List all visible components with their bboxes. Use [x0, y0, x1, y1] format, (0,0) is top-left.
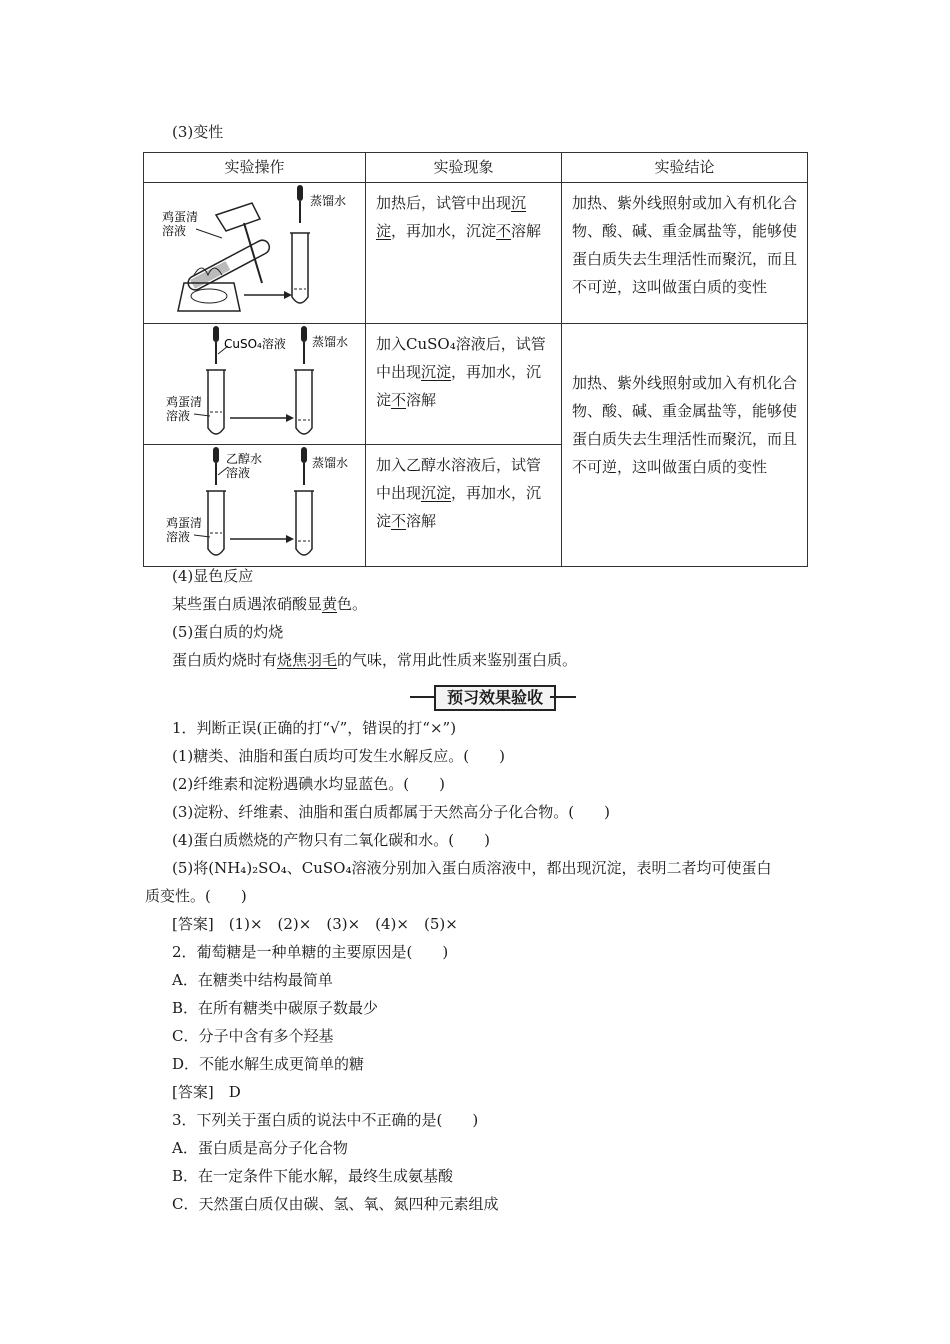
phenomenon-heating — [366, 183, 562, 324]
cuso4-test-diagram — [144, 324, 364, 444]
table-row-heating — [144, 183, 808, 324]
header-phenomenon: 实验现象 — [366, 153, 562, 183]
question-3-option-a: A．蛋白质是高分子化合物 — [172, 1139, 348, 1157]
text-span: 蛋白质灼烧时有 — [172, 651, 278, 669]
question-2-option-d: D．不能水解生成更简单的糖 — [172, 1055, 365, 1073]
ethanol-test-diagram — [144, 445, 364, 565]
diagram-heating-cell — [144, 183, 366, 324]
table-row-cuso4 — [144, 324, 808, 445]
conclusion-text: 加热、紫外线照射或加入有机化合物、酸、碱、重金属盐等，能够使蛋白质失去生理活性而聚沉，而且不可逆，这叫做蛋白质的变性 — [572, 374, 798, 476]
question-1-stem: 1．判断正误(正确的打“√”，错误的打“×”) — [172, 719, 457, 737]
conclusion-heating — [562, 183, 808, 324]
phenomenon-text: 加热后，试管中出现 — [376, 194, 512, 212]
phenomenon-text: ，再加水，沉淀 — [376, 484, 542, 530]
phenomenon-cuso4 — [366, 324, 562, 445]
diagram-label-egg-white-3b: 溶液 — [166, 530, 191, 544]
banner-right-rule — [550, 696, 576, 698]
section-3-title: (3)变性 — [172, 123, 224, 141]
question-2-option-b: B．在所有糖类中碳原子数最少 — [172, 999, 379, 1017]
question-3-stem: 3．下列关于蛋白质的说法中不正确的是( ) — [172, 1111, 479, 1129]
diagram-label-ethanol-a: 乙醇水 — [226, 452, 263, 466]
text-span: 色。 — [337, 595, 368, 613]
question-3-option-c: C．天然蛋白质仅由碳、氢、氧、氮四种元素组成 — [172, 1195, 499, 1213]
blank-answer: 烧焦羽毛 — [277, 651, 338, 669]
diagram-label-egg-white-2a: 鸡蛋清 — [166, 395, 203, 409]
question-2-option-a: A．在糖类中结构最简单 — [172, 971, 333, 989]
phenomenon-ethanol — [366, 445, 562, 567]
blank-answer: 沉淀 — [376, 194, 527, 240]
text-span: 某些蛋白质遇浓硝酸显 — [172, 595, 323, 613]
diagram-label-egg-white-1b: 溶液 — [162, 224, 187, 238]
heating-apparatus-diagram — [144, 183, 364, 323]
section-5-text — [172, 650, 577, 670]
diagram-label-egg-white-2b: 溶液 — [166, 409, 191, 423]
question-1-item-5-line-1: (5)将(NH₄)₂SO₄、CuSO₄溶液分别加入蛋白质溶液中，都出现沉淀，表明二者均可使蛋白 — [172, 859, 772, 877]
banner-title: 预习效果验收 — [434, 685, 556, 711]
text-span: 的气味，常用此性质来鉴别蛋白质。 — [337, 651, 578, 669]
question-3-option-b: B．在一定条件下能水解，最终生成氨基酸 — [172, 1167, 454, 1185]
blank-answer: 黄 — [322, 595, 338, 613]
question-1-item-5-line-2: 质变性。( ) — [145, 887, 247, 905]
question-1-answer: [答案] (1)× (2)× (3)× (4)× (5)× — [172, 915, 458, 933]
phenomenon-text: ，再加水，沉淀 — [376, 363, 542, 409]
diagram-label-distilled-water-3: 蒸馏水 — [312, 456, 349, 470]
question-2-stem: 2．葡萄糖是一种单糖的主要原因是( ) — [172, 943, 449, 961]
question-2-answer: [答案] D — [172, 1083, 241, 1101]
question-1-item-4: (4)蛋白质燃烧的产物只有二氧化碳和水。( ) — [172, 831, 490, 849]
header-conclusion: 实验结论 — [562, 153, 808, 183]
diagram-label-distilled-water-1: 蒸馏水 — [310, 194, 347, 208]
conclusion-text: 加热、紫外线照射或加入有机化合物、酸、碱、重金属盐等，能够使蛋白质失去生理活性而聚沉，而且不可逆，这叫做蛋白质的变性 — [572, 194, 798, 296]
section-5-title: (5)蛋白质的灼烧 — [172, 623, 284, 641]
denaturation-table — [143, 152, 808, 567]
section-4-text — [172, 594, 367, 614]
header-operation: 实验操作 — [144, 153, 366, 183]
phenomenon-text: 溶解 — [406, 512, 437, 530]
diagram-label-ethanol-b: 溶液 — [226, 466, 251, 480]
diagram-label-egg-white-3a: 鸡蛋清 — [166, 516, 203, 530]
question-2-option-c: C．分子中含有多个羟基 — [172, 1027, 334, 1045]
blank-answer: 沉淀 — [421, 363, 452, 381]
banner-left-rule — [410, 696, 436, 698]
blank-answer: 不 — [496, 222, 512, 240]
section-4-title: (4)显色反应 — [172, 567, 254, 585]
question-1-item-1: (1)糖类、油脂和蛋白质均可发生水解反应。( ) — [172, 747, 505, 765]
diagram-label-egg-white-1a: 鸡蛋清 — [162, 210, 199, 224]
blank-answer: 不 — [391, 391, 407, 409]
blank-answer: 沉淀 — [421, 484, 452, 502]
diagram-label-distilled-water-2: 蒸馏水 — [312, 335, 349, 349]
phenomenon-text: 加入CuSO₄溶液后，试管中出现 — [376, 335, 546, 381]
diagram-label-cuso4: CuSO₄溶液 — [224, 337, 286, 351]
conclusion-merged — [562, 324, 808, 567]
diagram-ethanol-cell — [144, 445, 366, 567]
phenomenon-text: 溶解 — [406, 391, 437, 409]
phenomenon-text: 加入乙醇水溶液后，试管中出现 — [376, 456, 542, 502]
section-banner — [410, 685, 576, 709]
blank-answer: 不 — [391, 512, 407, 530]
phenomenon-text: ，再加水，沉淀 — [391, 222, 497, 240]
question-1-item-2: (2)纤维素和淀粉遇碘水均显蓝色。( ) — [172, 775, 445, 793]
phenomenon-text: 溶解 — [511, 222, 542, 240]
table-header-row — [144, 153, 808, 183]
question-1-item-3: (3)淀粉、纤维素、油脂和蛋白质都属于天然高分子化合物。( ) — [172, 803, 610, 821]
diagram-cuso4-cell — [144, 324, 366, 445]
